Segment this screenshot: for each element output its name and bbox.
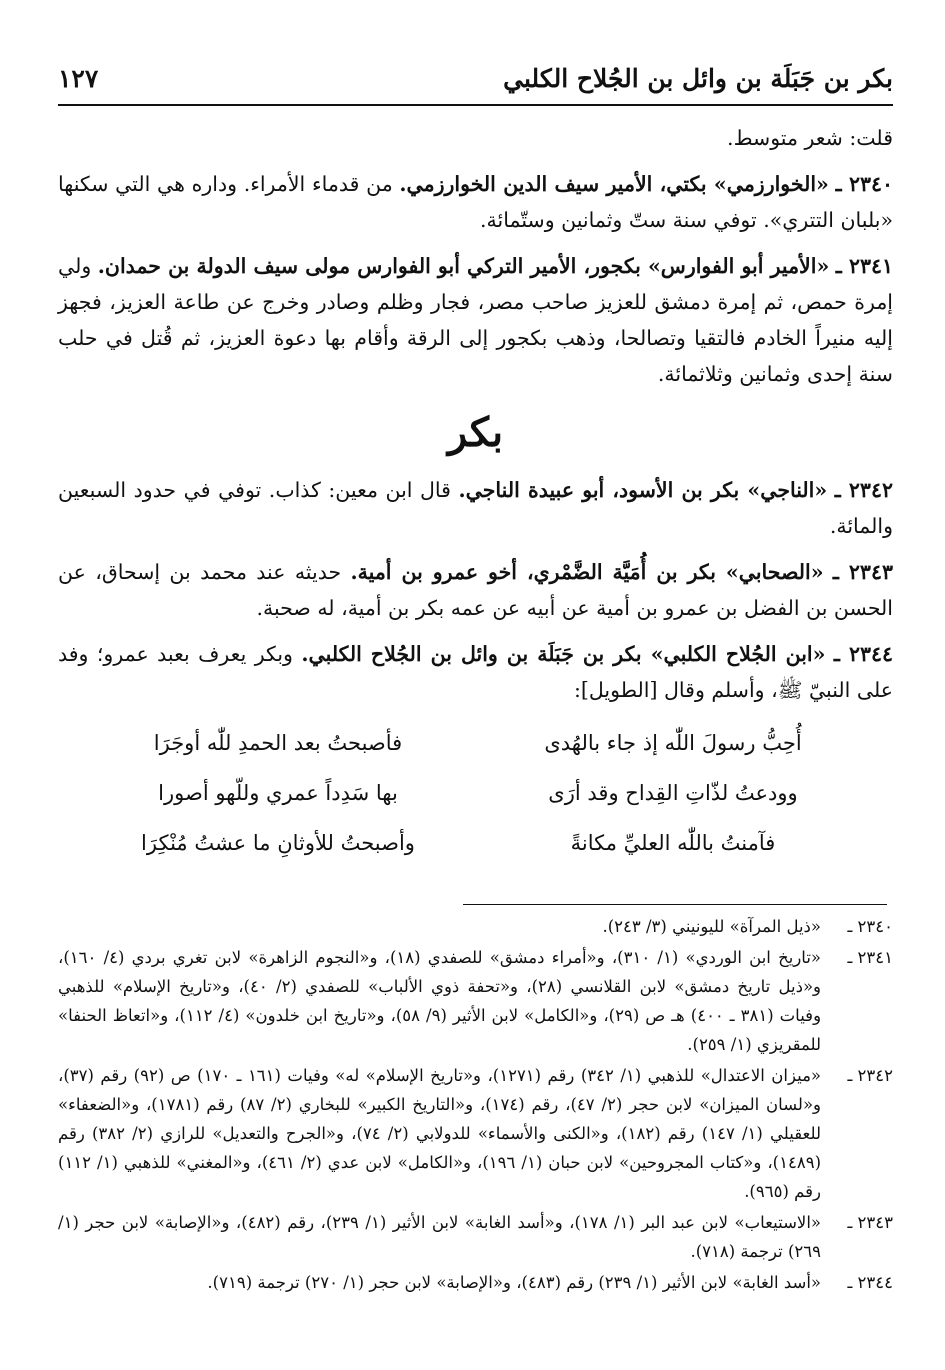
verse-first-hemistich: فآمنتُ باللّٰه العليِّ مكانةً <box>570 831 776 855</box>
running-header <box>58 58 893 106</box>
entry-name: «ابن الجُلاح الكلبي» بكر بن جَبَلَة بن وائل بن الجُلاح الكلبي. <box>301 642 826 666</box>
page-number: ١٢٧ <box>58 64 99 93</box>
entry-number: ٢٣٤٠ ـ <box>835 172 893 196</box>
verse-second-hemistich: بها سَدِداً عمري وللّهو أصورا <box>158 781 398 805</box>
footnote <box>58 1061 893 1206</box>
footnote-separator <box>463 904 887 905</box>
entry-text: من قدماء الأمراء. وداره هي التي سكنها «بلبان التتري». توفي سنة ستّ وثمانين وستّمائة. <box>58 172 893 232</box>
poem-verse <box>58 768 893 818</box>
entry-name: «الناجي» بكر بن الأسود، أبو عبيدة الناجي. <box>458 478 828 502</box>
footnote <box>58 943 893 1059</box>
footnote-number: ٢٣٤٢ ـ <box>847 1066 893 1085</box>
verse-second-hemistich: فأصبحتُ بعد الحمدِ للّٰه أوجَرَا <box>153 731 403 755</box>
footnote-number: ٢٣٤٤ ـ <box>847 1273 893 1292</box>
footnote <box>58 1268 893 1297</box>
entry-name: «الأمير أبو الفوارس» بكجور، الأمير التركي أبو الفوارس مولى سيف الدولة بن حمدان. <box>97 254 830 278</box>
footnote-number: ٢٣٤٣ ـ <box>847 1213 893 1232</box>
footnote <box>58 1208 893 1266</box>
footnote <box>58 912 893 941</box>
entry-2344 <box>58 636 893 708</box>
footnote-number: ٢٣٤١ ـ <box>847 948 893 967</box>
verse-second-hemistich: وأصبحتُ للأوثانِ ما عشتُ مُنْكِرَا <box>141 831 415 855</box>
verse-first-hemistich: أُحِبُّ رسولَ اللّٰه إذ جاء بالهُدى <box>544 731 802 755</box>
entry-text: حديثه عند محمد بن إسحاق، عن الحسن بن الفضل بن عمرو بن أمية عن أبيه عن عمه بكر بن أمية، له صحبة. <box>58 560 893 620</box>
entry-name: «الخوارزمي» بكتي، الأمير سيف الدين الخوارزمي. <box>399 172 829 196</box>
paragraph-comment <box>58 120 893 156</box>
footnote-text: «أسد الغابة» لابن الأثير (١/ ٢٣٩) رقم (٤٨٣)، و«الإصابة» لابن حجر (١/ ٢٧٠) ترجمة (٧١٩). <box>207 1273 821 1292</box>
poem-verse <box>58 718 893 768</box>
entry-text: ولي إمرة حمص، ثم إمرة دمشق للعزيز صاحب مصر، فجار وظلم وصادر وخرج عن طاعة العزيز، فجهز إليه منيراً الخادم فالتقيا وتصالحا، وذهب بكجور إلى الرقة وأقام بها دعوة العزيز، ثم قُتل في حلب سنة إحدى وثمانين وثلاثمائة. <box>58 254 893 386</box>
footnote-text: «ميزان الاعتدال» للذهبي (١/ ٣٤٢) رقم (١٢٧١)، و«تاريخ الإسلام» له» وفيات (١٦١ ـ ١٧٠) ص (٩٢) رقم (٣٧)، و«لسان الميزان» لابن حجر (٢/ ٤٧)، رقم (١٧٤)، و«التاريخ الكبير» للبخاري (٢/ ٨٧) رقم (١٧٨١)، و«الضعفاء» للعقيلي (١/ ١٤٧) رقم (١٨٢)، و«الكنى والأسماء» للدولابي (٢/ ٧٤)، و«الجرح والتعديل» للرازي (٢/ ٣٨٢) رقم (١٤٨٩)، و«كتاب المجروحين» لابن حبان (١/ ١٩٦)، و«الكامل» لابن عدي (٢/ ٤٦١)، و«المغني» للذهبي (١/ ١١٢) رقم (٩٦٥). <box>58 1066 822 1201</box>
entry-2340 <box>58 166 893 238</box>
entry-number: ٢٣٤٢ ـ <box>834 478 893 502</box>
verse-first-hemistich: وودعتُ لذّاتِ القِداح وقد أرَى <box>548 781 798 805</box>
entry-text: قال ابن معين: كذاب. توفي في حدود السبعين والمائة. <box>58 478 893 538</box>
entry-2343 <box>58 554 893 626</box>
header-title: بكر بن جَبَلَة بن وائل بن الجُلاح الكلبي <box>503 64 893 93</box>
main-text <box>58 120 893 868</box>
entry-2342 <box>58 472 893 544</box>
footnote-text: «ذيل المرآة» لليونيني (٣/ ٢٤٣). <box>602 917 821 936</box>
paragraph-text: قلت: شعر متوسط. <box>727 126 893 150</box>
poem <box>58 718 893 868</box>
entry-name: «الصحابي» بكر بن أُمَيَّة الضَّمْري، أخو عمرو بن أمية. <box>350 560 824 584</box>
entry-text: وبكر يعرف بعبد عمرو؛ وفد على النبيّ ﷺ، وأسلم وقال [الطويل]: <box>58 642 893 702</box>
poem-verse <box>58 818 893 868</box>
entry-2341 <box>58 248 893 392</box>
entry-number: ٢٣٤١ ـ <box>835 254 893 278</box>
footnote-number: ٢٣٤٠ ـ <box>847 917 893 936</box>
section-heading: بكر <box>447 409 504 456</box>
footnote-text: «تاريخ ابن الوردي» (١/ ٣١٠)، و«أمراء دمشق» للصفدي (١٨)، و«النجوم الزاهرة» لابن تغري بردي (٤/ ١٦٠)، و«ذيل تاريخ دمشق» لابن القلانسي (٢٨)، و«تحفة ذوي الألباب» للصفدي (٢/ ٤٠)، و«تاريخ الإسلام» للذهبي وفيات (٣٨١ ـ ٤٠٠) هـ ص (٢٩)، و«الكامل» لابن الأثير (٩/ ٥٨)، و«تاريخ ابن خلدون» (٤/ ١١٢)، و«اتعاظ الحنفا» للمقريزي (١/ ٢٥٩). <box>58 948 822 1054</box>
entry-number: ٢٣٤٤ ـ <box>833 642 893 666</box>
footnotes <box>58 912 893 1299</box>
entry-number: ٢٣٤٣ ـ <box>832 560 893 584</box>
footnote-text: «الاستيعاب» لابن عبد البر (١/ ١٧٨)، و«أسد الغابة» لابن الأثير (١/ ٢٣٩)، رقم (٤٨٢)، و«الإصابة» لابن حجر (١/ ٢٦٩) ترجمة (٧١٨). <box>58 1213 821 1261</box>
